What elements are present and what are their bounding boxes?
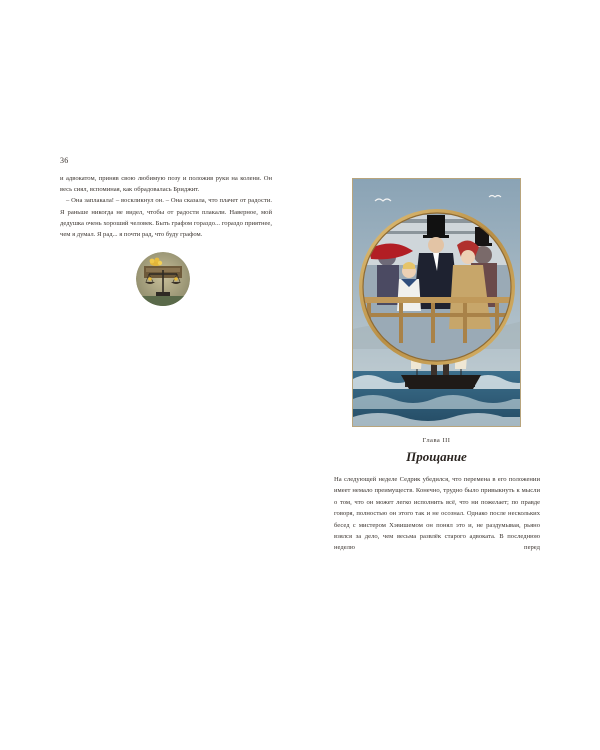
left-paragraph-1: и адвокатом, приняв свою любимую позу и положив руки на колени. Он весь сиял, вспоминая, как обрадовалась Бриджит.	[60, 175, 272, 194]
chapter-title: Прощание	[406, 449, 467, 464]
right-page-text	[334, 474, 540, 554]
chapter-label: Глава III	[422, 437, 451, 444]
ship-farewell-illustration-icon	[352, 178, 521, 427]
left-paragraph-2: – Она заплакала! – воскликнул он. – Она сказала, что плачет от радости. Я раньше никогда не видел, чтобы от радости плакали. Наверное, мой дедушка очень хороший человек. Быть графом гораздо... гораздо приятнее, чем я думал. Я рад... я почти рад, что буду графом.	[60, 197, 272, 239]
left-page-text	[60, 173, 272, 240]
page-number: 36	[60, 156, 69, 165]
right-paragraph: На следующей неделе Седрик убедился, что перемена в его положении имеет немало преимуществ. Конечно, трудно было привыкнуть к мысли о том, что он может легко исполнить всё, что ни пожелает; по правде говоря, полностью он этого так и не осознал. Однако после нескольких бесед с мистером Хэвишемом он понял это и, не раздумывая, рьяно взялся за дело, чем весьма развлёк старого адвоката. В последнюю неделю перед	[334, 476, 540, 552]
scales-with-coins-icon	[136, 252, 190, 306]
